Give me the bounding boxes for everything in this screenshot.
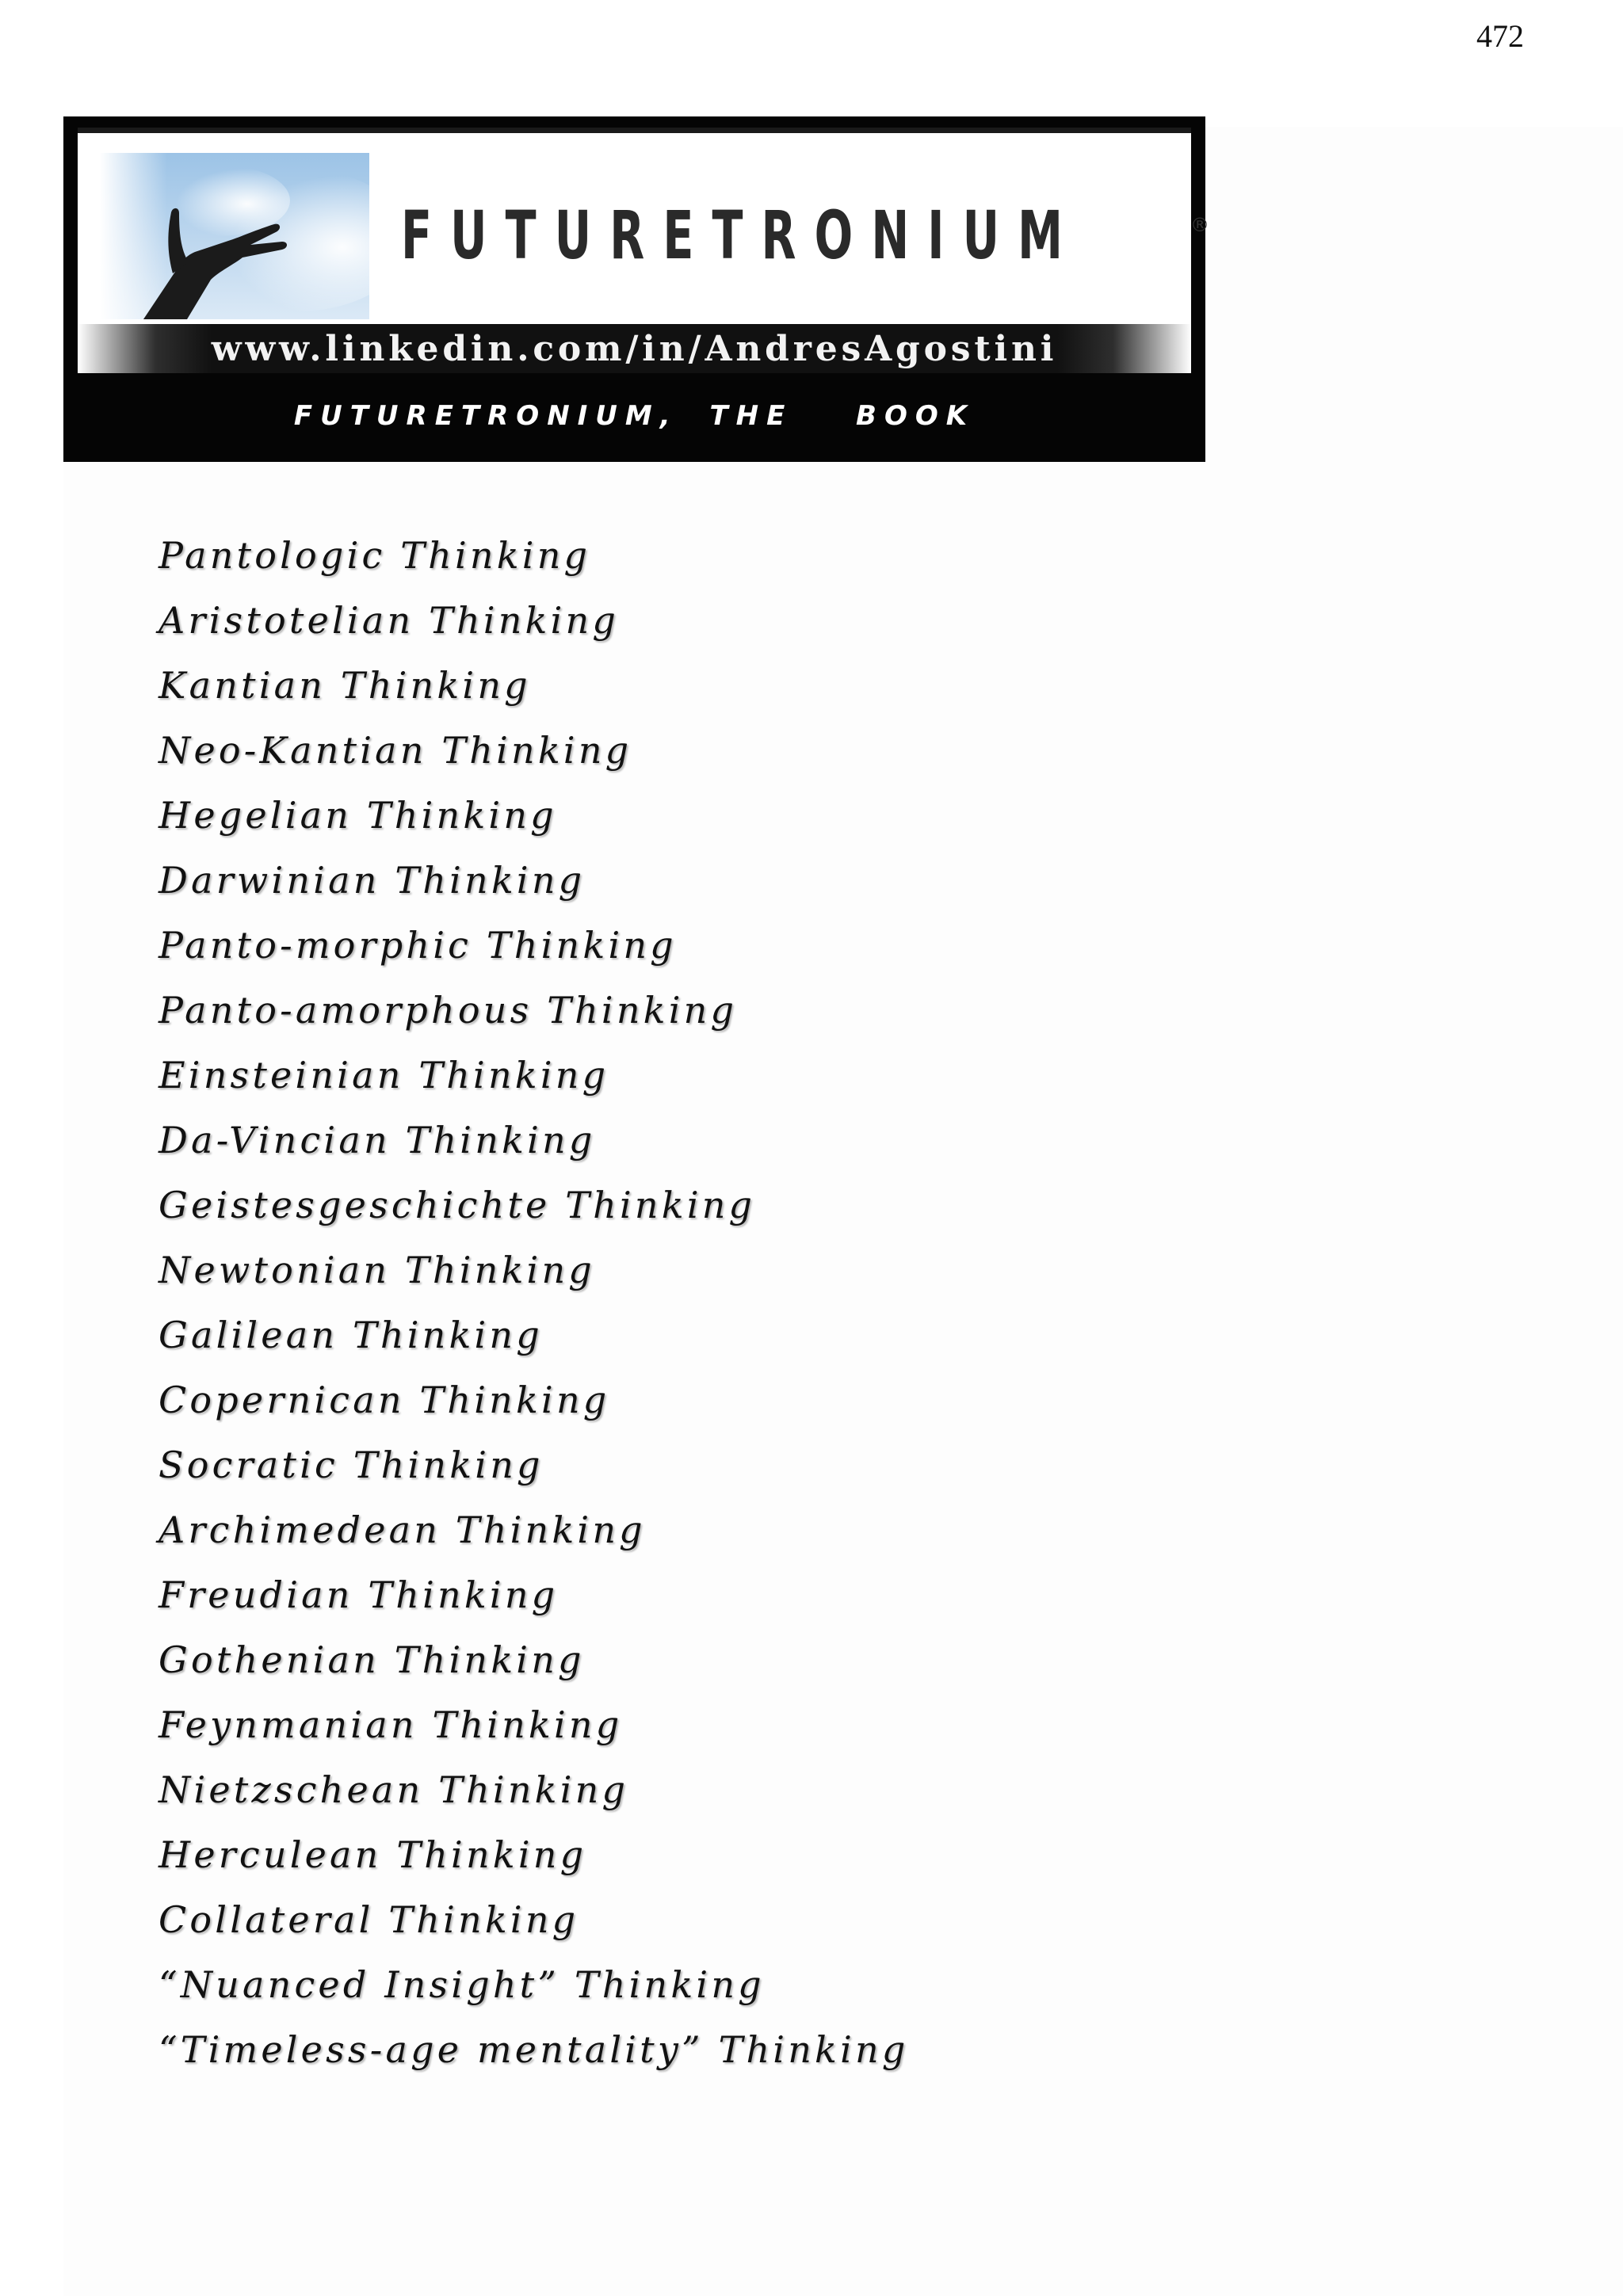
reaching-hand-sky-icon	[100, 153, 369, 319]
list-item: Gothenian Thinking	[158, 1638, 585, 1681]
list-item: Kantian Thinking	[158, 664, 531, 707]
list-item: Aristotelian Thinking	[158, 599, 620, 642]
page-number: 472	[1476, 18, 1524, 54]
list-item: Da-Vincian Thinking	[158, 1119, 596, 1161]
brand-wordmark: FUTURETRONIUM	[401, 196, 1082, 274]
list-item: “Timeless-age mentality” Thinking	[158, 2028, 909, 2071]
list-item: Geistesgeschichte Thinking	[158, 1184, 756, 1226]
thinking-list	[158, 523, 908, 2082]
list-item: Pantologic Thinking	[158, 534, 591, 577]
list-item: Hegelian Thinking	[158, 794, 557, 837]
url-bar	[78, 324, 1191, 373]
list-item: Nietzschean Thinking	[158, 1768, 629, 1811]
linkedin-url: www.linkedin.com/in/AndresAgostini	[211, 329, 1058, 369]
list-item: Neo-Kantian Thinking	[158, 729, 632, 772]
list-item: Herculean Thinking	[158, 1833, 587, 1876]
list-item: “Nuanced Insight” Thinking	[158, 1963, 765, 2006]
futuretronium-banner	[63, 116, 1209, 462]
list-item: Panto-morphic Thinking	[158, 924, 677, 967]
registered-mark: ®	[1190, 214, 1209, 236]
list-item: Darwinian Thinking	[158, 859, 586, 902]
list-item: Archimedean Thinking	[158, 1508, 646, 1551]
list-item: Galilean Thinking	[158, 1314, 543, 1356]
list-item: Newtonian Thinking	[158, 1249, 595, 1291]
list-item: Copernican Thinking	[158, 1379, 610, 1421]
book-title: FUTURETRONIUM, THE BOOK	[293, 400, 976, 432]
list-item: Freudian Thinking	[158, 1573, 559, 1616]
list-item: Socratic Thinking	[158, 1444, 544, 1486]
list-item: Einsteinian Thinking	[158, 1054, 609, 1097]
list-item: Collateral Thinking	[158, 1898, 579, 1941]
banner-logo-panel	[78, 128, 1209, 334]
list-item: Panto-amorphous Thinking	[158, 989, 738, 1032]
list-item: Feynmanian Thinking	[158, 1703, 623, 1746]
